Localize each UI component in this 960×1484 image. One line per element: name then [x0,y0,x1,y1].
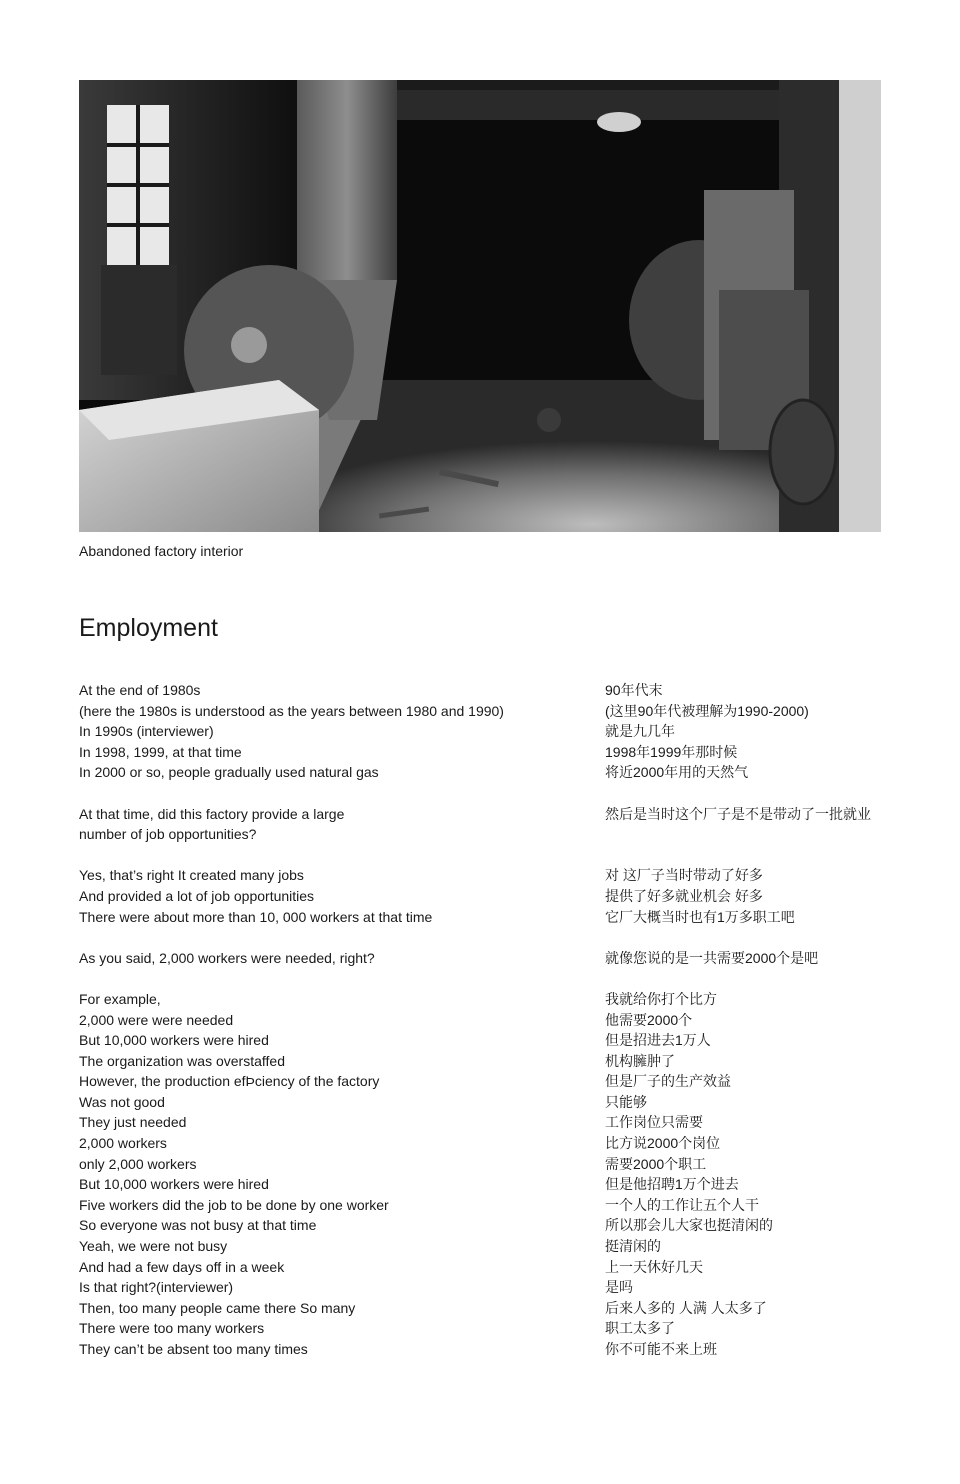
transcript-line: Yeah, we were not busy [79,1238,228,1255]
transcript-line: Five workers did the job to be done by one worker [79,1196,389,1213]
transcript-line: 就像您说的是一共需要2000个是吧 [605,949,819,966]
transcript-group-2 [605,804,925,845]
transcript-group-1 [79,680,579,783]
transcript-line: 我就给你打个比方 [605,990,717,1007]
chinese-transcript [605,680,925,1380]
transcript-line: number of job opportunities? [79,826,257,843]
transcript-line: At the end of 1980s [79,682,201,698]
transcript-line: 将近2000年用的天然气 [605,764,749,781]
transcript-line: 2,000 workers [79,1135,167,1152]
transcript-line: 1998年1999年那时候 [605,743,738,760]
transcript-line: (这里90年代被理解为1990-2000) [605,702,809,719]
transcript-line: 所以那会儿大家也挺清闲的 [605,1217,773,1234]
transcript-group-3 [79,865,579,927]
transcript-line: 机构臃肿了 [605,1052,675,1069]
english-transcript [79,680,579,1380]
transcript-line: 一个人的工作让五个人干 [605,1196,759,1213]
transcript-line: 就是九几年 [605,723,675,740]
transcript-group-2 [79,804,579,845]
transcript-line: However, the production efÞciency of the factory [79,1073,380,1090]
transcript-line: There were too many workers [79,1320,265,1337]
transcript-line: Was not good [79,1093,165,1110]
transcript-line: In 2000 or so, people gradually used natural gas [79,764,379,781]
transcript-line: As you said, 2,000 workers were needed, right? [79,949,375,966]
transcript-line: Then, too many people came there So many [79,1299,356,1316]
transcript-line: 但是厂子的生产效益 [605,1073,731,1090]
transcript-line [605,824,925,845]
transcript-line: (here the 1980s is understood as the years between 1980 and 1990) [79,702,504,719]
transcript-line: There were about more than 10, 000 workers at that time [79,908,433,925]
transcript-line: But 10,000 workers were hired [79,1176,269,1193]
transcript-line: 你不可能不来上班 [605,1341,717,1357]
transcript-line: 上一天休好几天 [605,1258,703,1275]
transcript-line: 后来人多的 人满 人太多了 [605,1299,767,1316]
transcript-line: They just needed [79,1114,187,1131]
transcript-line: 然后是当时这个厂子是不是带动了一批就业 [605,805,871,822]
transcript-group-5 [605,989,925,1360]
factory-photo [79,80,881,532]
transcript-line: 只能够 [605,1093,647,1110]
transcript-line: 它厂大概当时也有1万多职工吧 [605,908,795,925]
transcript-line: And provided a lot of job opportunities [79,887,315,904]
transcript-line: 2,000 were were needed [79,1011,234,1028]
transcript-group-1 [605,680,925,783]
transcript-group-5 [79,989,579,1360]
transcript-group-3 [605,865,925,927]
transcript-line: The organization was overstaffed [79,1052,285,1069]
transcript-group-4 [605,948,925,969]
transcript-line: 比方说2000个岗位 [605,1135,721,1152]
transcript-line: 对 这厂子当时带动了好多 [605,867,763,884]
factory-photo-illustration [79,80,881,532]
transcript-line: Is that right?(interviewer) [79,1279,234,1296]
transcript-line: 90年代末 [605,682,663,698]
transcript-line: 提供了好多就业机会 好多 [605,887,763,904]
transcript-line: 工作岗位只需要 [605,1114,703,1131]
photo-caption: Abandoned factory interior [79,543,244,559]
transcript-line: For example, [79,990,161,1007]
transcript-line: In 1998, 1999, at that time [79,743,242,760]
transcript-line: At that time, did this factory provide a large [79,805,345,822]
transcript-line: 但是他招聘1万个进去 [605,1176,739,1193]
transcript-line: And had a few days off in a week [79,1258,285,1275]
transcript-line: 需要2000个职工 [605,1155,707,1172]
transcript-line: Yes, that’s right It created many jobs [79,867,304,884]
transcript-line: So everyone was not busy at that time [79,1217,317,1234]
transcript-line: In 1990s (interviewer) [79,723,214,740]
transcript-line: 挺清闲的 [605,1238,661,1255]
transcript-line: 职工太多了 [605,1320,675,1337]
transcript-line: only 2,000 workers [79,1155,197,1172]
section-title: Employment [79,614,218,642]
transcript-group-4 [79,948,579,969]
transcript-line: 他需要2000个 [605,1011,693,1028]
transcript-line: 但是招进去1万人 [605,1032,711,1049]
transcript-line: But 10,000 workers were hired [79,1032,269,1049]
transcript-line: 是吗 [605,1279,633,1296]
transcript-line: They can’t be absent too many times [79,1341,308,1357]
